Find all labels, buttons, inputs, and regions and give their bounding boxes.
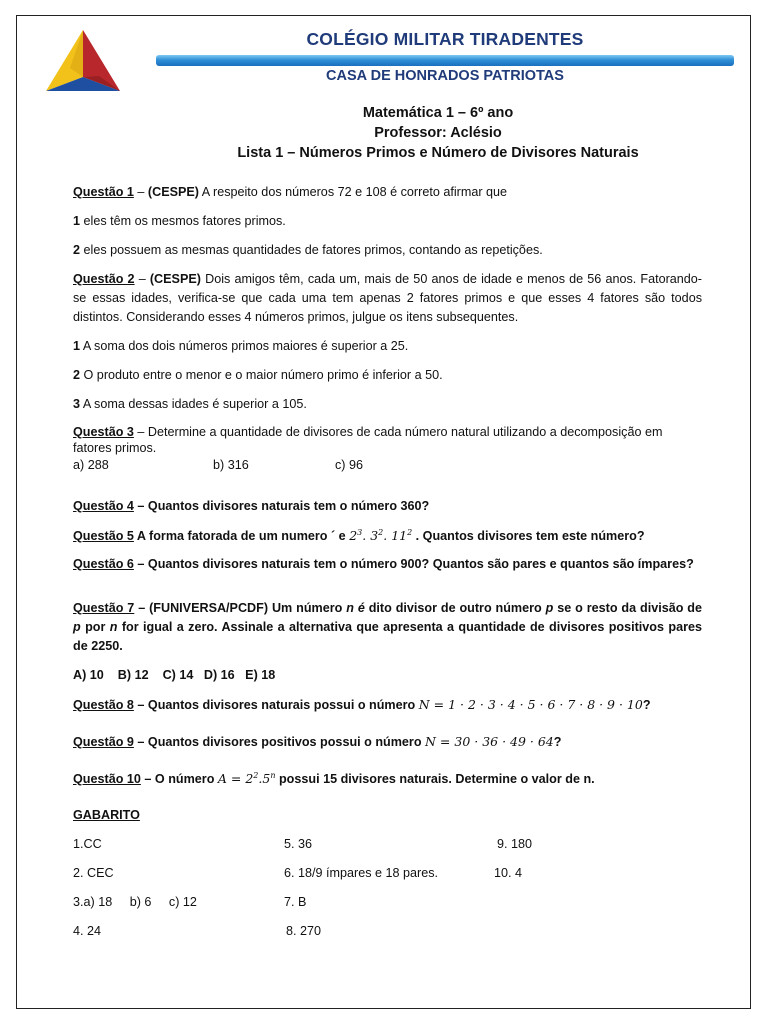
school-name: COLÉGIO MILITAR TIRADENTES <box>306 29 584 49</box>
question-label: Questão 6 <box>73 557 134 571</box>
question-10: Questão 10 – O número $A = 2^2.5^n$ possui 15 divisores naturais. Determine o valor de n. <box>73 771 595 786</box>
question-8: Questão 8 – Quantos divisores naturais possui o número N = 1 · 2 · 3 · 4 · 5 · 6 · 7 · 8 · 9 · 10? <box>73 697 651 712</box>
answer-key-row <box>73 922 702 951</box>
formula: $A = 2^2.5^n$ <box>217 771 276 786</box>
teacher-line: Professor: Aclésio <box>374 125 502 141</box>
answer-6: 6. 18/9 ímpares e 18 pares. <box>284 866 439 880</box>
question-9: Questão 9 – Quantos divisores positivos possui o número N = 30 · 36 · 49 · 64? <box>73 734 562 749</box>
question-2-item-2: 2 O produto entre o menor e o maior número primo é inferior a 50. <box>73 368 443 382</box>
question-label: Questão 2 <box>73 272 135 286</box>
answer-3: 3.a) 18 b) 6 c) 12 <box>73 895 197 909</box>
answer-9: 9. 180 <box>497 837 533 851</box>
question-5: Questão 5 A forma fatorada de um numero ´ e $2^3$. $3^2$. $11^2$ . Quantos divisores tem este número? <box>73 528 645 543</box>
answer-5: 5. 36 <box>284 837 313 851</box>
subject-line: Matemática 1 – 6º ano <box>362 105 514 121</box>
answer-key-row <box>73 835 702 864</box>
question-label: Questão 8 <box>73 698 134 712</box>
formula: N = 1 · 2 · 3 · 4 · 5 · 6 · 7 · 8 · 9 · 10 <box>418 697 643 712</box>
answer-4: 4. 24 <box>73 924 102 938</box>
question-7: Questão 7 – (FUNIVERSA/PCDF) Um número n é dito divisor de outro número p se o resto da divisão de p por n for igual a zero. Assinale a alternativa que apresenta a quantidade de divisores positivos pares de 2250. <box>73 601 702 653</box>
formula: N = 30 · 36 · 49 · 64 <box>425 734 554 749</box>
question-label: Questão 9 <box>73 735 134 749</box>
question-source: (CESPE) <box>147 185 199 199</box>
question-6: Questão 6 – Quantos divisores naturais tem o número 900? Quantos são pares e quantos são ímpares? <box>73 557 694 571</box>
factored-form: $2^3$. $3^2$. $11^2$ <box>349 528 413 543</box>
question-3: Questão 3 – Determine a quantidade de divisores de cada número natural utilizando a decomposição em fatores primos. <box>73 425 663 455</box>
answer-1: 1.CC <box>73 837 102 851</box>
option-c: c) 96 <box>335 458 363 472</box>
school-logo-icon <box>44 28 122 94</box>
answer-7: 7. B <box>284 895 307 909</box>
question-3-options <box>73 456 702 475</box>
answer-key-row <box>73 864 702 893</box>
document-titles <box>150 103 726 163</box>
list-title: Lista 1 – Números Primos e Número de Divisores Naturais <box>237 145 639 161</box>
answer-8: 8. 270 <box>286 924 322 938</box>
question-label: Questão 1 <box>73 185 134 199</box>
answer-key-title: GABARITO <box>73 808 140 822</box>
question-source: (CESPE) <box>149 272 201 286</box>
question-2: Questão 2 – (CESPE) Dois amigos têm, cada um, mais de 50 anos de idade e menos de 56 anos. Fatorando-se essas idades, verifica-se que cada uma tem apenas 2 fatores primos e que esses 4 fatores são todos distintos. Considerando esses 4 números primos, julgue os itens subsequentes. <box>73 272 703 324</box>
question-label: Questão 3 <box>73 425 134 439</box>
option-b: b) 316 <box>213 458 249 472</box>
question-1: Questão 1 – (CESPE) A respeito dos números 72 e 108 é correto afirmar que <box>73 185 508 199</box>
question-source: (FUNIVERSA/PCDF) <box>149 601 269 615</box>
document-body <box>73 183 702 951</box>
question-label: Questão 10 <box>73 772 141 786</box>
answer-2: 2. CEC <box>73 866 114 880</box>
question-label: Questão 7 <box>73 601 135 615</box>
question-4: Questão 4 – Quantos divisores naturais tem o número 360? <box>73 499 430 513</box>
option-a: a) 288 <box>73 458 109 472</box>
question-2-item-3: 3 A soma dessas idades é superior a 105. <box>73 397 307 411</box>
question-label: Questão 5 <box>73 529 134 543</box>
answer-10: 10. 4 <box>494 866 523 880</box>
question-label: Questão 4 <box>73 499 134 513</box>
header-bar <box>156 55 734 66</box>
question-1-item-1: 1 eles têm os mesmos fatores primos. <box>73 214 286 228</box>
answer-key-row <box>73 893 702 922</box>
question-2-item-1: 1 A soma dos dois números primos maiores é superior a 25. <box>73 339 409 353</box>
question-7-options: A) 10 B) 12 C) 14 D) 16 E) 18 <box>73 668 276 682</box>
school-motto: CASA DE HONRADOS PATRIOTAS <box>326 68 564 84</box>
question-1-item-2: 2 eles possuem as mesmas quantidades de fatores primos, contando as repetições. <box>73 243 543 257</box>
